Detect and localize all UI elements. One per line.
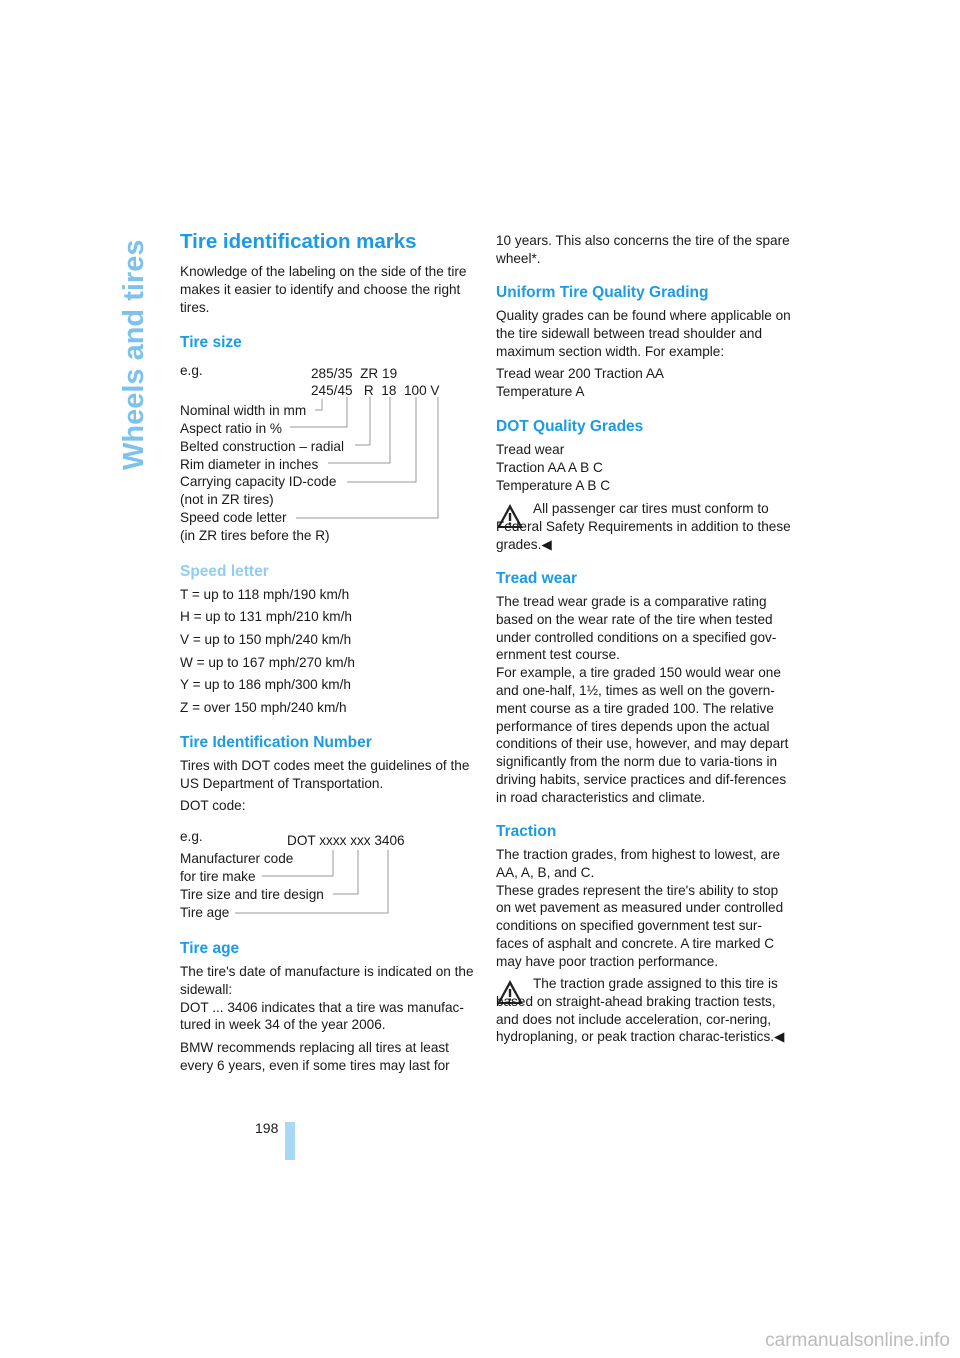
utqg-text: Quality grades can be found where applicable on the tire sidewall between tread shoulder and maximum section width. For example: <box>496 308 791 359</box>
label-nominal-width: Nominal width in mm <box>180 403 307 418</box>
label-speed-note: (in ZR tires before the R) <box>180 528 330 543</box>
tire-age-text-3: 10 years. This also concerns the tire of the spare wheel*. <box>496 233 790 266</box>
traction-text: The traction grades, from highest to lowest, are AA, A, B, and C. These grades represent the tire's ability to stop on wet pavement as measured under controlled conditions on specified government test sur-faces of asphalt and concrete. A tire marked C may have poor traction performance. <box>496 847 784 969</box>
speed-letter-heading: Speed letter <box>180 563 269 580</box>
label-carrying-note: (not in ZR tires) <box>180 492 274 507</box>
tire-age-text-1: The tire's date of manufacture is indicated on the sidewall: DOT ... 3406 indicates that a tire was manufac-tured in week 34 of the year 2006. <box>180 964 474 1033</box>
dot-grade-item: Tread wear <box>496 442 565 457</box>
label-manufacturer: Manufacturer code <box>180 851 294 866</box>
tire-size-eg: e.g. <box>180 363 203 378</box>
section-sidebar-title: Wheels and tires <box>118 239 150 470</box>
speed-item: W = up to 167 mph/270 km/h <box>180 655 355 670</box>
utqg-example-2: Temperature A <box>496 384 585 399</box>
label-carrying: Carrying capacity ID-code <box>180 474 337 489</box>
tin-heading: Tire Identification Number <box>180 734 372 751</box>
dot-code-example: DOT xxxx xxx 3406 <box>287 833 405 848</box>
tire-age-heading: Tire age <box>180 940 240 957</box>
tire-size-code-1: 285/35 ZR 19 <box>311 366 398 381</box>
traction-warning: The traction grade assigned to this tire is based on straight-ahead braking traction tests, and does not include acceleration, cor-nering, hydroplaning, or peak traction charac-teristics.◀ <box>496 976 785 1045</box>
speed-item: T = up to 118 mph/190 km/h <box>180 587 350 602</box>
dot-grades-heading: DOT Quality Grades <box>496 418 644 435</box>
tire-size-heading: Tire size <box>180 334 242 351</box>
label-manufacturer-2: for tire make <box>180 869 256 884</box>
page-title: Tire identification marks <box>180 230 417 253</box>
traction-heading: Traction <box>496 823 557 840</box>
label-tire-age: Tire age <box>180 905 230 920</box>
label-aspect-ratio: Aspect ratio in % <box>180 421 282 436</box>
dot-code-label: DOT code: <box>180 798 246 813</box>
dot-grades-warning: All passenger car tires must conform to Federal Safety Requirements in addition to these grades.◀ <box>496 501 791 552</box>
speed-item: V = up to 150 mph/240 km/h <box>180 632 352 647</box>
dot-grade-item: Traction AA A B C <box>496 460 603 475</box>
tread-wear-heading: Tread wear <box>496 570 577 587</box>
tire-age-text-2: BMW recommends replacing all tires at least every 6 years, even if some tires may last for <box>180 1040 450 1073</box>
utqg-heading: Uniform Tire Quality Grading <box>496 284 709 301</box>
watermark: carmanualsonline.info <box>765 1330 950 1351</box>
label-speed-code: Speed code letter <box>180 510 287 525</box>
tin-text: Tires with DOT codes meet the guidelines of the US Department of Transportation. <box>180 758 470 791</box>
page-marker-bar <box>285 1122 295 1160</box>
intro-text: Knowledge of the labeling on the side of the tire makes it easier to identify and choose the right tires. <box>180 264 467 315</box>
tread-wear-text: The tread wear grade is a comparative rating based on the wear rate of the tire when tested under controlled conditions on a specified gov-ernment test course. For example, a tire graded 150 would wear one and one-half, 1½, times as well on the govern-ment course as a tire graded 100. The relative performance of tires depends upon the actual conditions of their use, however, and may depart significantly from the norm due to varia-tions in driving habits, service practices and dif-ferences in road characteristics and climate. <box>496 594 789 805</box>
page-number: 198 <box>255 1120 279 1136</box>
label-rim: Rim diameter in inches <box>180 457 319 472</box>
dot-grade-item: Temperature A B C <box>496 478 611 493</box>
label-belted: Belted construction – radial <box>180 439 344 454</box>
utqg-example-1: Tread wear 200 Traction AA <box>496 366 664 381</box>
tire-size-code-2: 245/45 R 18 100 V <box>311 383 440 398</box>
speed-item: Y = up to 186 mph/300 km/h <box>180 677 351 692</box>
speed-item: Z = over 150 mph/240 km/h <box>180 700 347 715</box>
speed-item: H = up to 131 mph/210 km/h <box>180 609 352 624</box>
dot-eg: e.g. <box>180 829 203 844</box>
label-tire-size-design: Tire size and tire design <box>180 887 324 902</box>
